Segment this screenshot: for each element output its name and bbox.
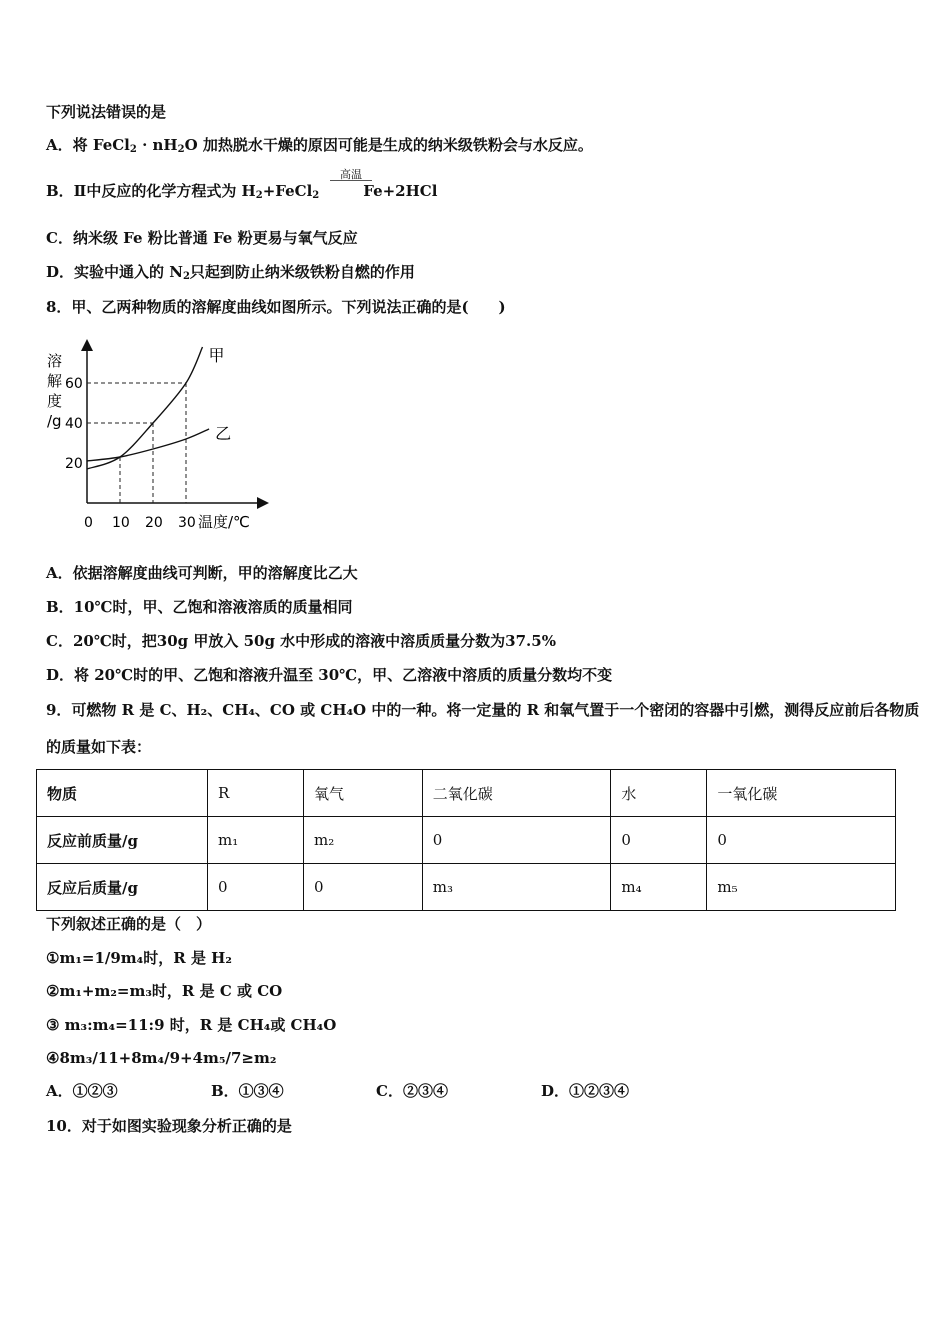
- y-axis-label-char: 解: [47, 372, 63, 390]
- table-header-row: [37, 770, 896, 817]
- table-cell: m₅: [707, 864, 896, 911]
- x-tick-label: 20: [145, 515, 163, 531]
- q7-stem: 下列说法错误的是: [46, 103, 167, 121]
- mass-table: [36, 769, 896, 911]
- table-cell: 0: [304, 864, 423, 911]
- guide-lines: [87, 383, 186, 503]
- table-cell: m₂: [304, 817, 423, 864]
- q9-statement-1: ①m₁=1/9m₄时，R 是 H₂: [46, 949, 232, 967]
- q8-stem: 8．甲、乙两种物质的溶解度曲线如图所示。下列说法正确的是( ): [46, 298, 506, 316]
- q7-option-d: D．实验中通入的 $N_2$只起到防止纳米级铁粉自燃的作用: [46, 263, 415, 282]
- table-cell: 0: [208, 864, 304, 911]
- table-header-cell: 水: [611, 770, 707, 817]
- table-header-cell: 二氧化碳: [422, 770, 611, 817]
- table-cell: 0: [422, 817, 611, 864]
- table-row: [37, 864, 896, 911]
- q9-choice-d: D．①②③④: [541, 1082, 630, 1100]
- q8-option-a: A．依据溶解度曲线可判断，甲的溶解度比乙大: [46, 564, 358, 582]
- q7-option-c: C．纳米级 Fe 粉比普通 Fe 粉更易与氧气反应: [46, 229, 358, 247]
- y-tick-label: 20: [65, 456, 83, 472]
- q7-option-a: A．将 FeCl$_2$ · $nH_2O$ 加热脱水干燥的原因可能是生成的纳米级铁粉会与水反应。: [46, 136, 593, 155]
- y-axis-label-char: 度: [47, 392, 63, 410]
- x-tick-labels: [84, 515, 196, 531]
- series-label: 甲: [208, 346, 225, 365]
- q9-statement-3: ③ m₃:m₄=11:9 时，R 是 CH₄或 CH₄O: [46, 1016, 337, 1034]
- table-cell: 反应后质量/g: [37, 864, 208, 911]
- y-axis-label-char: 溶: [47, 352, 63, 370]
- table-header-cell: R: [208, 770, 304, 817]
- y-axis-label-char: /g: [47, 412, 62, 430]
- solubility-chart: [40, 338, 280, 538]
- series-label: 乙: [215, 424, 232, 443]
- q10-stem: 10．对于如图实验现象分析正确的是: [46, 1117, 292, 1135]
- q9-choice-a: A．①②③: [46, 1082, 118, 1100]
- table-row: [37, 817, 896, 864]
- table-header-cell: 氧气: [304, 770, 423, 817]
- q7-option-b: B．Ⅱ中反应的化学方程式为 $H_2+FeCl_2$ Fe+2HCl: [46, 182, 438, 201]
- y-tick-label: 60: [65, 376, 83, 392]
- q8-option-c: C．20℃时，把30g 甲放入 50g 水中形成的溶液中溶质质量分数为37.5%: [46, 632, 556, 650]
- table-cell: m₄: [611, 864, 707, 911]
- q9-ask: 下列叙述正确的是（ ）: [46, 915, 212, 933]
- x-axis-label: 温度/℃: [198, 513, 250, 531]
- y-tick-labels: [65, 376, 83, 472]
- y-axis-label: [47, 352, 62, 430]
- x-tick-label: 10: [112, 515, 130, 531]
- table-cell: m₃: [422, 864, 611, 911]
- q9-choice-c: C．②③④: [376, 1082, 448, 1100]
- q9-statement-4: ④8m₃/11+8m₄/9+4m₅/7≥m₂: [46, 1049, 277, 1067]
- table-cell: 0: [611, 817, 707, 864]
- reaction-condition: 高温: [340, 168, 362, 181]
- table-header-cell: 物质: [37, 770, 208, 817]
- x-tick-label: 0: [84, 515, 93, 531]
- x-tick-label: 30: [178, 515, 196, 531]
- q8-option-d: D．将 20℃时的甲、乙饱和溶液升温至 30℃，甲、乙溶液中溶质的质量分数均不变: [46, 666, 613, 684]
- q9-stem-line2: 的质量如下表：: [46, 738, 152, 756]
- q9-choice-b: B．①③④: [211, 1082, 284, 1100]
- table-header-cell: 一氧化碳: [707, 770, 896, 817]
- y-tick-label: 40: [65, 416, 83, 432]
- table-cell: 反应前质量/g: [37, 817, 208, 864]
- q9-stem-line1: 9．可燃物 R 是 C、H₂、CH₄、CO 或 CH₄O 中的一种。将一定量的 R 和氧气置于一个密闭的容器中引燃，测得反应前后各物质: [46, 701, 920, 719]
- series-line-yi: [87, 429, 209, 461]
- series-curves: [87, 346, 231, 469]
- q9-statement-2: ②m₁+m₂=m₃时，R 是 C 或 CO: [46, 982, 283, 1000]
- reaction-arrow-line: [330, 180, 372, 181]
- table-cell: m₁: [208, 817, 304, 864]
- q8-option-b: B．10℃时，甲、乙饱和溶液溶质的质量相同: [46, 598, 353, 616]
- table-cell: 0: [707, 817, 896, 864]
